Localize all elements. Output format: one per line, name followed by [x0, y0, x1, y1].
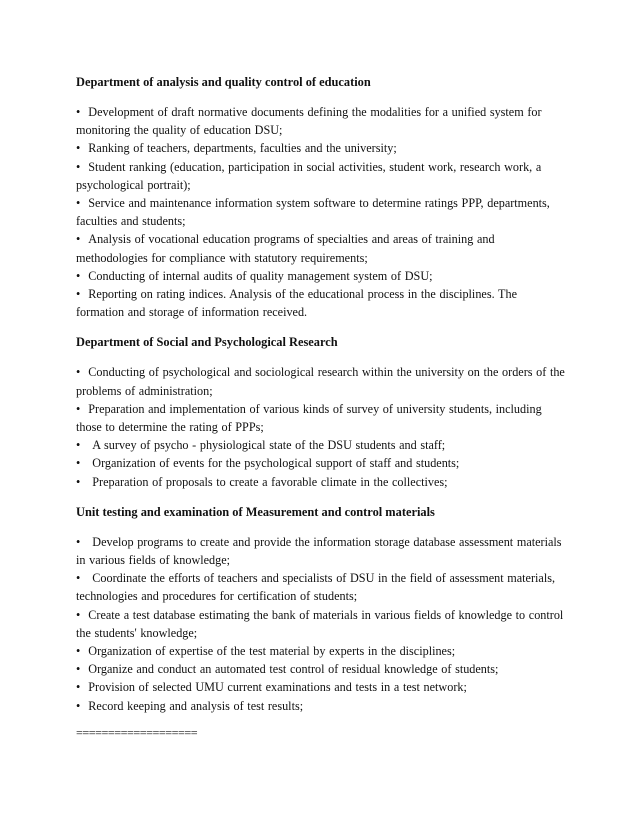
bullet-icon: • — [76, 232, 81, 247]
list-item-text: Analysis of vocational education programs of specialties and areas of training and methodologies for compliance with statutory requirements; — [76, 232, 495, 265]
list-item-text: Organize and conduct an automated test control of residual knowledge of students; — [88, 662, 499, 677]
list-item-text: Development of draft normative documents defining the modalities for a unified system for monitoring the quality of education DSU; — [76, 105, 542, 138]
section-analysis-quality — [76, 74, 568, 321]
bullet-icon: • — [76, 196, 81, 211]
list-item — [76, 697, 568, 715]
list-item-text: A survey of psycho - physiological state of the DSU students and staff; — [92, 438, 446, 453]
list-item — [76, 533, 568, 569]
bullet-icon: • — [76, 698, 81, 713]
bullet-icon: • — [76, 680, 81, 695]
bullet-icon: • — [76, 105, 81, 119]
bullet-icon: • — [76, 571, 81, 586]
bullet-icon: • — [76, 287, 81, 302]
separator-line: =================== — [76, 725, 198, 740]
list-item-text: Record keeping and analysis of test results; — [88, 698, 304, 713]
section-social-psychological — [76, 334, 568, 490]
list-item — [76, 363, 568, 399]
list-item-text: Organization of events for the psychological support of staff and students; — [92, 456, 460, 471]
list-item — [76, 642, 568, 660]
list-item — [76, 569, 568, 605]
list-item — [76, 158, 568, 194]
list-item-text: Student ranking (education, participation in social activities, student work, research work, a psychological portrait); — [76, 159, 542, 192]
section-title: Unit testing and examination of Measurement and control materials — [76, 504, 435, 519]
list-item-text: Provision of selected UMU current examinations and tests in a test network; — [88, 680, 467, 695]
list-item-text: Reporting on rating indices. Analysis of the educational process in the disciplines. The formation and storage of information received. — [76, 287, 517, 320]
list-item-text: Preparation of proposals to create a favorable climate in the collectives; — [92, 474, 448, 489]
list-item-text: Coordinate the efforts of teachers and specialists of DSU in the field of assessment materials, technologies and procedures for certification of students; — [76, 571, 555, 604]
list-item-text: Conducting of internal audits of quality management system of DSU; — [88, 268, 433, 283]
list-item — [76, 194, 568, 230]
section-title: Department of analysis and quality control of education — [76, 75, 371, 89]
list-item-text: Organization of expertise of the test material by experts in the disciplines; — [88, 644, 456, 659]
list-item-text: Service and maintenance information system software to determine ratings PPP, departments, faculties and students; — [76, 196, 550, 229]
list-item — [76, 103, 568, 139]
bullet-list — [76, 363, 568, 490]
list-item — [76, 267, 568, 285]
list-item — [76, 606, 568, 642]
list-item-text: Ranking of teachers, departments, faculties and the university; — [88, 141, 397, 156]
list-item — [76, 285, 568, 321]
list-item — [76, 678, 568, 696]
bullet-icon: • — [76, 438, 81, 453]
list-item — [76, 473, 568, 491]
list-item-text: Preparation and implementation of various kinds of survey of university students, including those to determine the rating of PPPs; — [76, 401, 542, 435]
bullet-icon: • — [76, 365, 81, 380]
bullet-icon: • — [76, 534, 81, 549]
list-item-text: Develop programs to create and provide the information storage database assessment materials in various fields of knowledge; — [76, 534, 562, 568]
list-item — [76, 660, 568, 678]
bullet-icon: • — [76, 268, 81, 283]
section-unit-testing — [76, 504, 568, 715]
bullet-icon: • — [76, 141, 81, 156]
bullet-icon: • — [76, 401, 81, 416]
list-item — [76, 400, 568, 436]
list-item-text: Create a test database estimating the bank of materials in various fields of knowledge to control the students' knowledge; — [76, 607, 564, 640]
list-item-text: Conducting of psychological and sociological research within the university on the orders of the problems of administration; — [76, 365, 565, 398]
bullet-icon: • — [76, 474, 81, 489]
bullet-icon: • — [76, 607, 81, 622]
list-item — [76, 454, 568, 472]
bullet-icon: • — [76, 456, 81, 471]
list-item — [76, 139, 568, 157]
list-item — [76, 230, 568, 266]
bullet-icon: • — [76, 662, 81, 677]
bullet-list — [76, 103, 568, 321]
section-title: Department of Social and Psychological Research — [76, 335, 338, 350]
bullet-list — [76, 533, 568, 715]
bullet-icon: • — [76, 644, 81, 659]
list-item — [76, 436, 568, 454]
bullet-icon: • — [76, 159, 81, 174]
